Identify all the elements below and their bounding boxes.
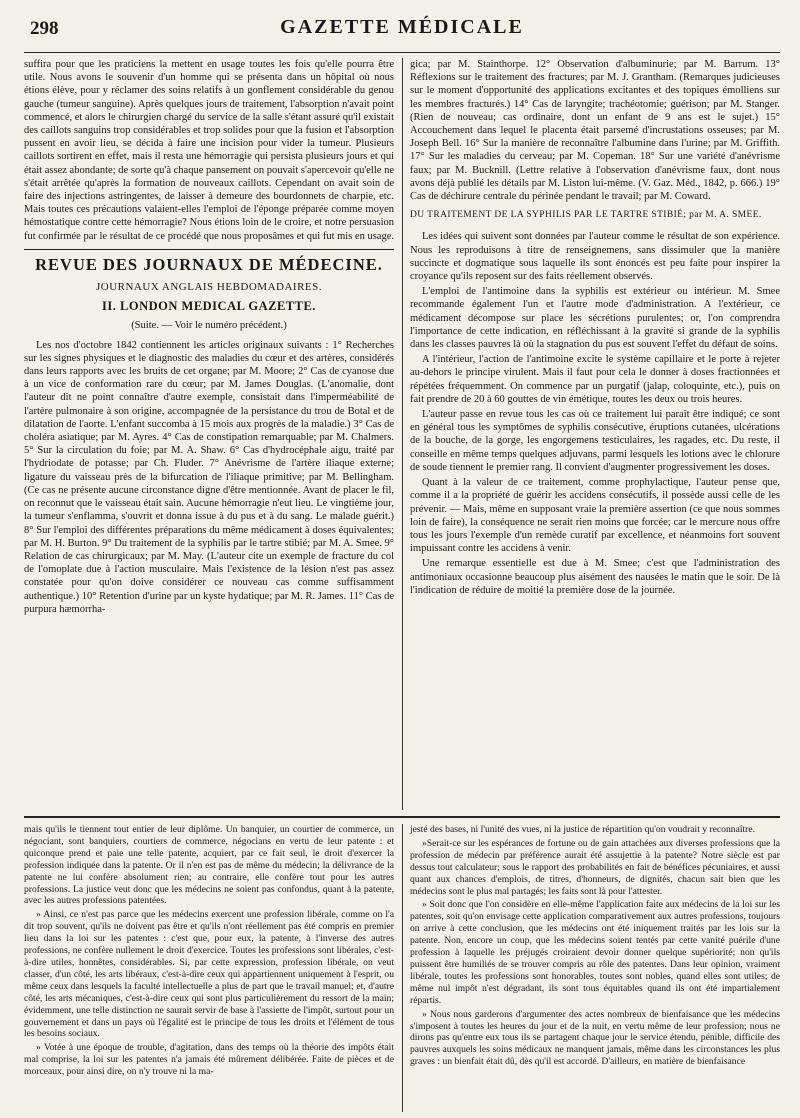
lower-paragraph: » Votée à une époque de trouble, d'agitation, dans des temps où la théorie des impôts était mal comprise, la loi sur les patentes n'a jamais été mûrement délibérée. Faite de pièces et de morceaux, pour ainsi dire, on n'y trouve ni la ma- xyxy=(24,1042,394,1078)
section-subtitle-gazette: II. LONDON MEDICAL GAZETTE. xyxy=(102,299,316,314)
lower-paragraph: »Serait-ce sur les espérances de fortune ou de gain attachées aux diverses professions que la profession de médecin par préférence aurait été assujettie à la patente? Notre siècle est par dessus tout calculateur; sous le rapport des probabilités en fait de bénéfices pécuniaires, et aussi quant aux chances d'emplois, de titres, d'honneurs, de dignités, chacun sait bien que les médecins sont le plus mal partagés; les faits sont là pour l'attester. xyxy=(410,837,780,897)
section-subtitle-suite: (Suite. — Voir le numéro précédent.) xyxy=(131,320,287,332)
article-paragraph: L'emploi de l'antimoine dans la syphilis est extérieur ou intérieur. M. Smee recommande également l'un et l'autre mode d'administration. A l'extérieur, ce médicament décompose sur place les sécrétions purulentes; or, l'on comprendra l'importance de cette indication, en réfléchissant à la gravité si grande de la syphilis dans les classes pauvres là où la stagnation du pus est souvent l'effet du défaut de soins. xyxy=(410,286,780,351)
journal-title: GAZETTE MÉDICALE xyxy=(280,16,524,38)
article-paragraph: Quant à la valeur de ce traitement, comme prophylactique, l'auteur pense que, comme il a la propriété de guérir les accidens consécutifs, il possède aussi celle de les prévenir. — Mais, même en supposant vraie la première assertion (ce que nous sommes loin de faire), la conséquence ne serait rien moins que forcée; car le mercure nous offre tous les jours l'exemple d'un remède curatif par excellence, et néanmoins fort souvent impuissant contre les accidens à venir. xyxy=(410,477,780,555)
column-divider xyxy=(402,58,403,810)
article-paragraph: A l'intérieur, l'action de l'antimoine excite le système capillaire et le porte à rejeter au-dehors le principe virulent. Mais il faut pour cela le donner à doses fractionnées et répétées fréquemment. On commence par un purgatif (jalap, coloquinte, etc.), puis on fait prendre de 20 à 60 gouttes de vin émétique, toutes les deux ou trois heures. xyxy=(410,354,780,405)
newspaper-page xyxy=(24,12,780,1112)
right-column xyxy=(410,58,780,599)
article-paragraph: Une remarque essentielle est due à M. Smee; c'est que l'administration des antimoniaux occasionne beaucoup plus aisément des nausées le matin que le soir. De là l'indication de réduire de moitié la première dose de la journée. xyxy=(410,558,780,596)
lower-paragraph: mais qu'ils le tiennent tout entier de leur diplôme. Un banquier, un courtier de commerce, un négociant, sont banquiers, courtiers de commerce, négocians en vertu de leur patente : et quiconque prend et paie une telle patente, acquiert, par ce fait seul, le droit d'exercer la profession indiquée dans la patente. Or il n'en est pas de même du médecin; la délivrance de la patente ne lui confère absolument rien; au contraire, elle confère tout pour les autres professions. La justice veut donc que les médecins ne soient pas confondus, quant à la patente, avec les autres professions patentées. xyxy=(24,824,394,907)
opening-paragraph: suffira pour que les praticiens la mettent en usage toutes les fois qu'elle pourra être utile. Nous avons le souvenir d'un homme qui se présenta dans un hôpital où nous étions élève, pour y réclamer des soins relatifs à un gonflement considérable du genou gauche (tumeur sanguine). Après quelques jours de traitement, l'absorption n'avait point commencé, et alors le chirurgien chargé du service de la salle s'étant assuré qu'il existait des caillots sanguins trop considérables et trop solides pour que la fusion et l'absorption pussent en avoir lieu, se décida à faire une incision pour vider la tumeur. Plusieurs caillots sortirent en effet, mais il resta une hémorragie qui persista plusieurs jours et qui était assez abondante; de sorte qu'à chaque pansement on pouvait s'apercevoir qu'elle ne s'était arrêtée qu'après la formation de nouveaux caillots. Cependant on avait soin de faire des injections astringentes, de laisser à demeure des bourdonnets de charpie, etc. Mais toutes ces précautions valaient-elles l'emploi de l'éponge préparée comme moyen hémostatique contre cette hémorragie? Nous étions loin de le croire, et notre persuasion fut confirmée par le résultat de ce procédé que nous proposâmes et qui fut mis en usage. xyxy=(24,59,394,242)
masthead xyxy=(24,12,780,53)
lower-left-column xyxy=(24,824,394,1080)
lower-paragraph: » Soit donc que l'on considère en elle-même l'application faite aux médecins de la loi sur les patentes, soit qu'on envisage cette application comparativement aux autres professions, toujours on arrive à cette conclusion, que les médecins ont été iniquement traités par les lois sur la patente. Non, encore un coup, que les médecins soient tentés par cette vanité puérile d'une profession à laquelle les préjugés croiraient devoir donner quelque supériorité; non qu'ils puissent être humiliés de se trouver compris au rôle des patentes. Dans leur opinion, vraiment libérale, toutes les professions sont honorables, toutes sont nobles, quand elles sont utiles; de même nul impôt n'est dégradant, ils sont tous équitables quand ils ont été impartialement répartis. xyxy=(410,899,780,1006)
feuilleton-divider xyxy=(24,816,780,818)
left-column xyxy=(24,58,394,618)
lower-column-divider xyxy=(402,824,403,1112)
page-number: 298 xyxy=(30,18,59,39)
section-subtitle-weekly: JOURNAUX ANGLAIS HEBDOMADAIRES. xyxy=(95,281,323,294)
lower-paragraph: » Nous nous garderons d'argumenter des actes nombreux de bienfaisance que les médecins s'imposent à toutes les heures du jour et de la nuit, en vertu même de leur profession; nous ne dirons pas qu'entre eux tous ils se partagent chaque jour le service étendu, pénible, difficile des pauvres auxquels les soins médicaux ne manquent jamais, même dans les circonstances les plus graves : un bienfait était dû, dès qu'il est accordé. D'ailleurs, en matière de bienfaisance xyxy=(410,1008,780,1068)
article-paragraph: L'auteur passe en revue tous les cas où ce traitement lui paraît être indiqué; ce sont en général tous les symptômes de syphilis consécutive, éruptions cutanées, ulcérations de la bouche, de la gorge, les engorgemens testiculaires, les ragades, etc. Du reste, il conseille en même temps quelques adjuvans, parmi lesquels les lotions avec le chlorure de soude tiennent le premier rang. Il convient d'augmenter progressivement les doses. xyxy=(410,409,780,473)
article-paragraph: Les idées qui suivent sont données par l'auteur comme le résultat de son expérience. Nous les reproduisons à titre de renseignemens, sans dissimuler que la manière succincte et dogmatique sous laquelle ils sont énoncés est peu faite pour inspirer la croyance qu'ils reposent sur des faits réellement observés. xyxy=(410,231,780,283)
lower-paragraph: jesté des bases, ni l'unité des vues, ni la justice de répartition qu'on voudrait y reconnaître. xyxy=(410,824,756,835)
section-divider xyxy=(24,249,394,250)
lower-paragraph: » Ainsi, ce n'est pas parce que les médecins exercent une profession libérale, comme on l'a dit trop souvent, qu'ils ne doivent pas être et qu'ils n'ont réellement pas été compris en premier lieu dans la loi sur les patentes : c'est que, pour eux, la patente, à l'inverse des autres professions, ne confère nullement le droit d'exercice. Toutes les professions sont libérales, c'est-à-dire utiles, honnêtes, considérables. Si, par cette expression, profession libérale, on veut classer, d'un côté, les arts libéraux, c'est-à-dire ceux qui appartiennent uniquement à l'esprit, ou même ceux dans lesquels la faculté intellectuelle a plus de part que le travail manuel; et, d'autre côté, les arts mécaniques, c'est-à-dire ceux qui sont plus particulièrement du ressort de la main; évidemment, une telle distinction ne saurait servir de base à l'assiette de l'impôt, surtout pour un gouvernement et dans un pays où l'égalité est le principe de tous les droits et l'élément de tous les besoins sociaux. xyxy=(24,909,394,1040)
lower-right-column xyxy=(410,824,780,1070)
review-paragraph: Les nos d'octobre 1842 contiennent les articles originaux suivants : 1° Recherches sur les signes physiques et le diagnostic des maladies du cœur et des artères, considérés dans leurs rapports avec les bruits de cet organe; par M. Moore; 2° Cas de cyanose due à un vice de conformation rare du cœur; par M. James Douglas. (L'anomalie, dont l'auteur dit ne point connaître d'autre exemple, consistait dans l'imperméabilité de l'artère pulmonaire à son origine, accompagnée de la persistance du trou de Botal et de dilatation de l'aorte. L'enfant succomba à 15 mois aux progrès de la maladie.) 3° Cas de choléra asiatique; par M. Ayres. 4° Cas de constipation remarquable; par M. Chalmers. 5° Sur la circulation du foie; par M. A. Shaw. 6° Cas d'hydrocéphale aigu, traité par l'hydriodate de potasse; par Ch. Fluder. 7° Anévrisme de l'artère iliaque externe; ligature du vaisseau près de la bifurcation de l'iliaque primitive; par M. Bellingham. (Ce cas ne présente aucune circonstance digne d'être mentionnée. Avant de placer le fil, on reconnut que le vaisseau était sain. Aucune hémorragie n'eut lieu. Le vingtième jour, la tumeur s'enflamma, s'ouvrit et donna issue à du pus et à du sang. Le malade guérit.) 8° Sur l'emploi des différentes préparations du même médicament à doses équivalentes; par M. H. Burton. 9° Du traitement de la syphilis par le tartre stibié; par M. A. Smee. 9° Relation de cas chirurgicaux; par M. May. (L'auteur cite un exemple de fracture du col de l'omoplate due à l'action musculaire. Mais l'existence de la lésion n'est pas assez constatée pour qu'on doive considérer ce nouveau cas comme suffisamment authentique.) 10° Retention d'urine par un kyste hydatique; par M. R. James. 11° Cas de purpura hæmorrha- xyxy=(24,339,394,615)
section-title: REVUE DES JOURNAUX DE MÉDECINE. xyxy=(35,254,383,274)
article-heading: DU TRAITEMENT DE LA SYPHILIS PAR LE TARTRE STIBIÉ; par M. A. SMEE. xyxy=(410,210,762,221)
continuation-paragraph: gica; par M. Stainthorpe. 12° Observation d'albuminurie; par M. Barrum. 13° Réflexions sur le traitement des fractures; par M. J. Grantham. (Remarques judicieuses sur le moment d'opportunité des applications excitantes et des topiques émolliens sur les membres fracturés.) 14° Cas de laryngite; trachéotomie; guérison; par M. Stanger. (Rien de nouveau; cas ordinaire, dont un enfant de 9 ans est le sujet.) 15° Accouchement dans lequel le placenta était parsemé d'incrustations osseuses; par M. Joseph Bell. 16° Sur la manière de reconnaître l'albumine dans l'urine; par M. Griffith. 17° Sur les maladies du cerveau; par M. Copeman. 18° Sur une variété d'anévrisme faux; par M. Bucknill. (Lettre relative à l'observation d'anévrisme faux, dont nous avons déjà publié les détails par M. Liston lui-même. (V. Gaz. Méd., 1842, p. 666.) 19° Cas de déchirure centrale du périnée pendant le travail; par M. Coward. xyxy=(410,59,780,203)
